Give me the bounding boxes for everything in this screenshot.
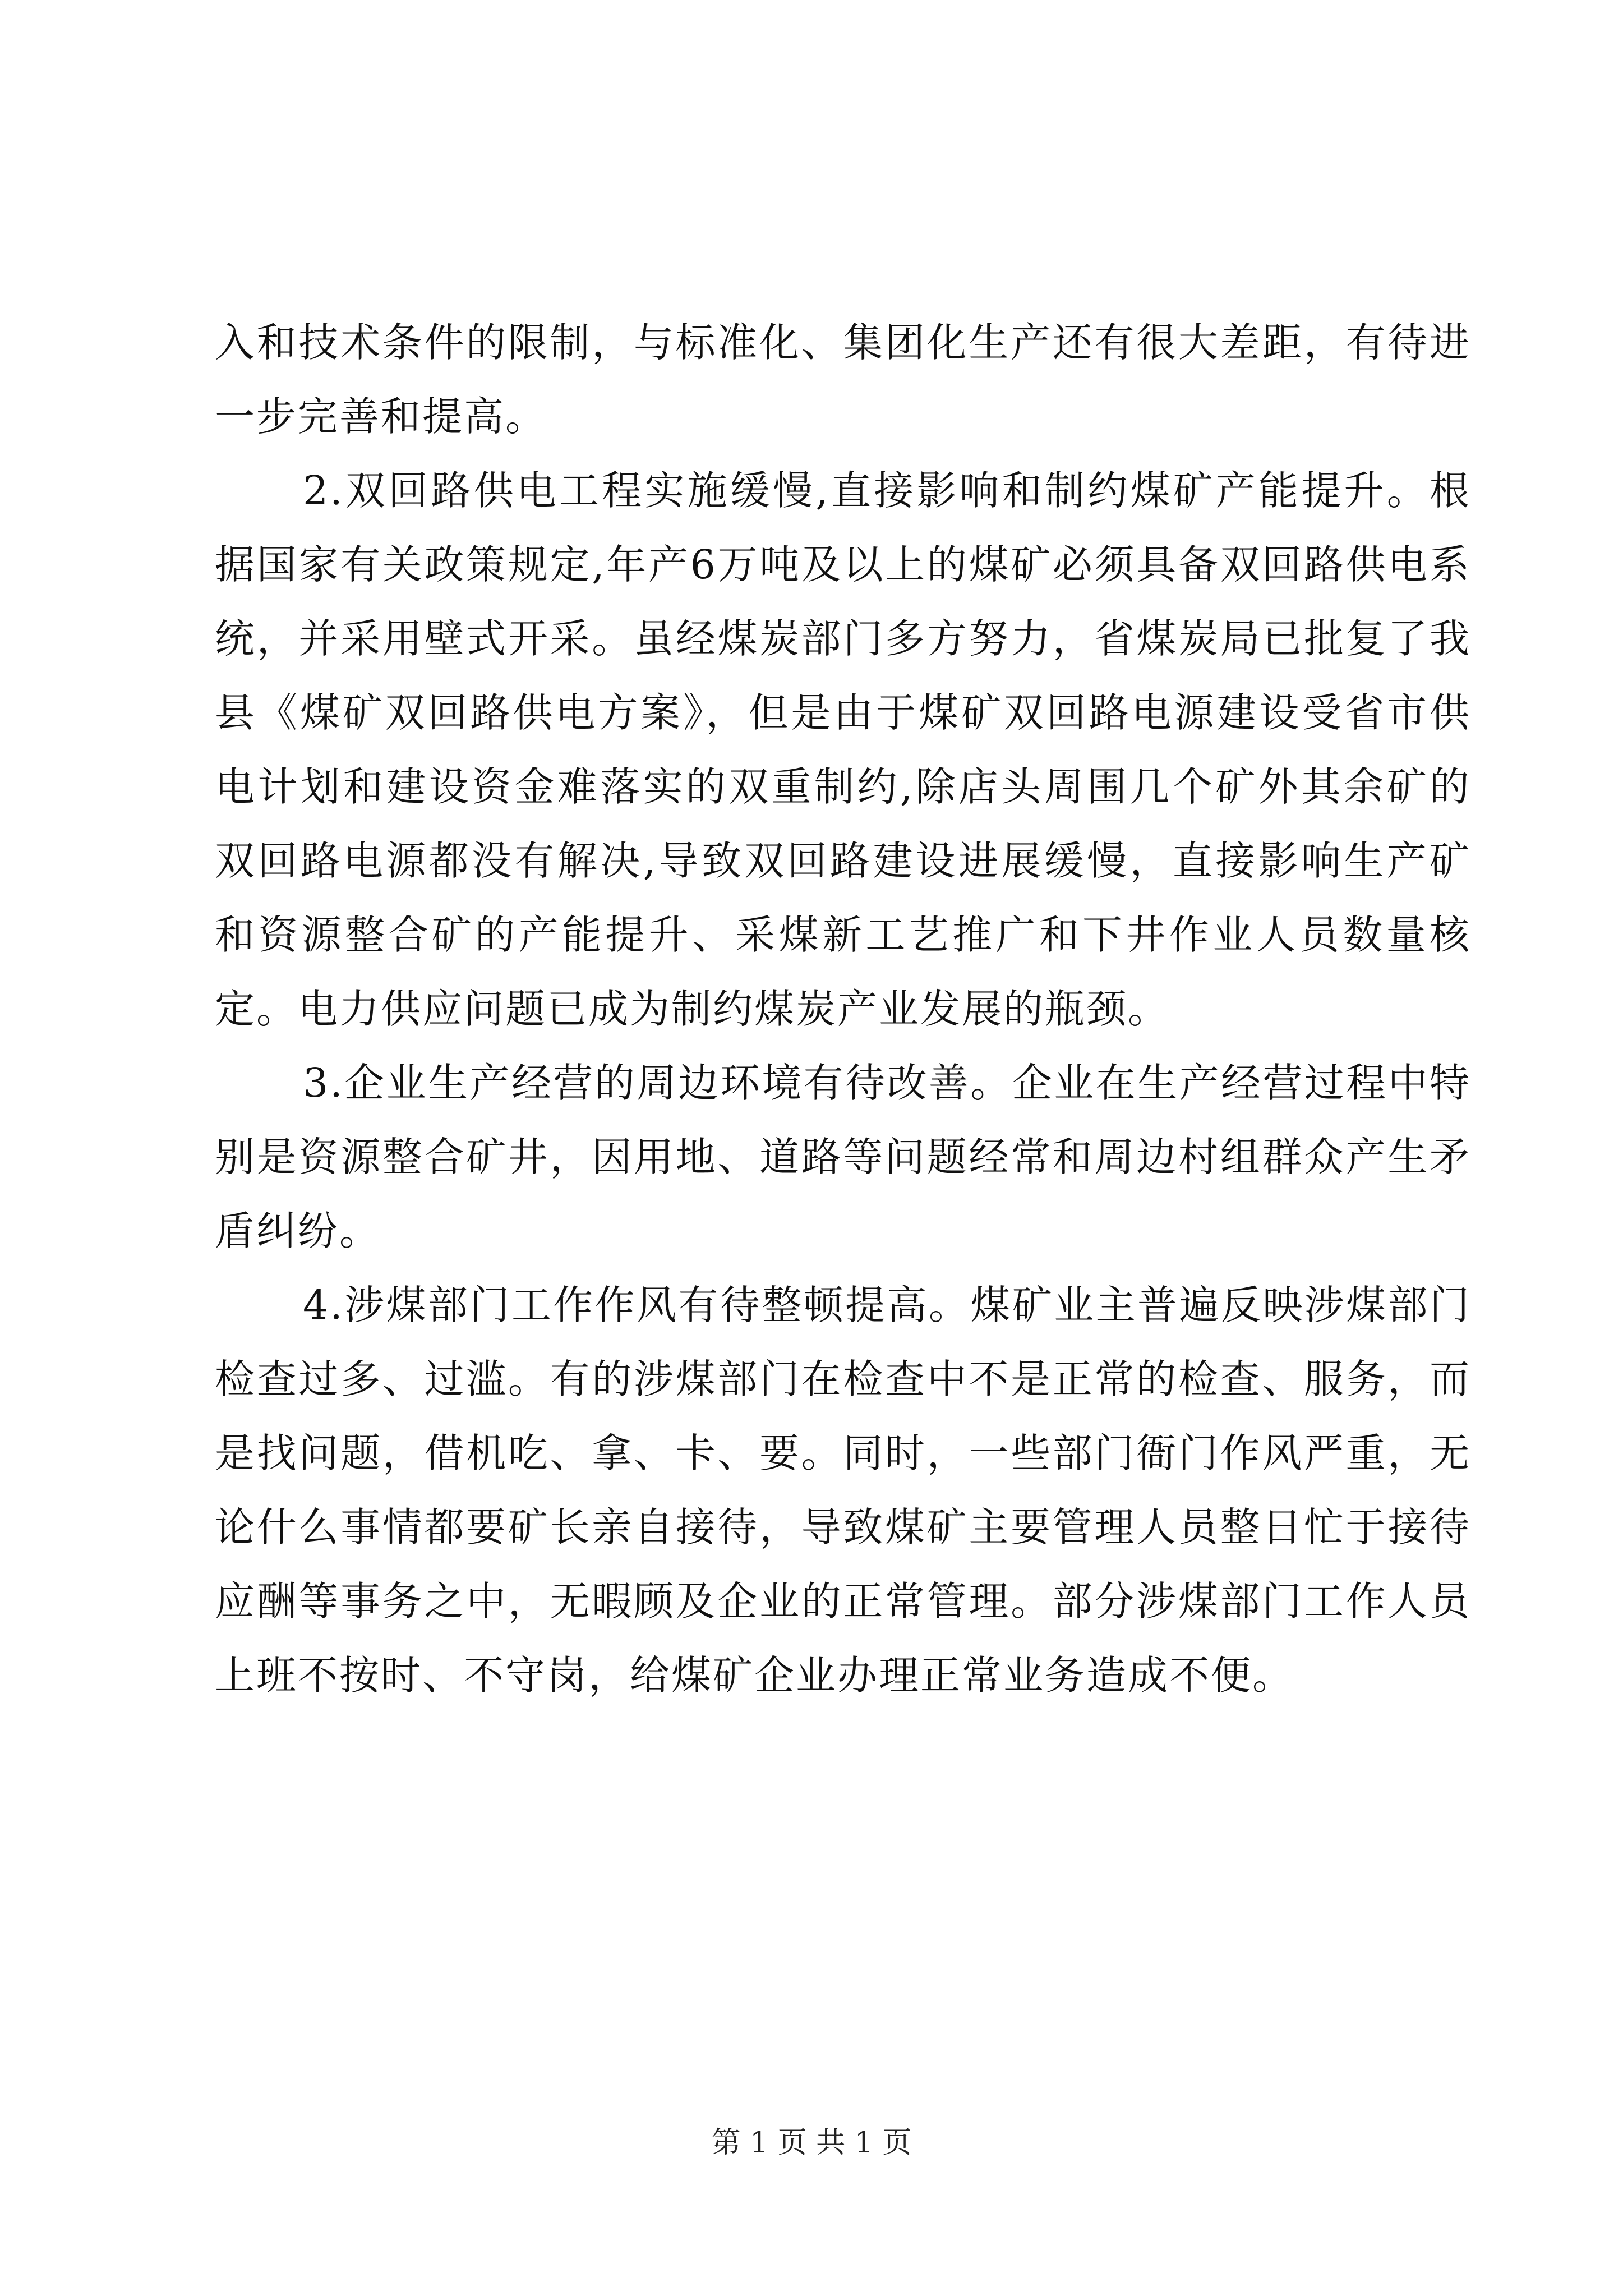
document-body (215, 306, 1471, 1713)
paragraph-item-2: 2.双回路供电工程实施缓慢,直接影响和制约煤矿产能提升。根据国家有关政策规定,年产6万吨及以上的煤矿必须具备双回路供电系统，并采用壁式开采。虽经煤炭部门多方努力，省煤炭局已批复了我县《煤矿双回路供电方案》，但是由于煤矿双回路电源建设受省市供电计划和建设资金难落实的双重制约,除店头周围几个矿外其余矿的双回路电源都没有解决,导致双回路建设进展缓慢，直接影响生产矿和资源整合矿的产能提升、采煤新工艺推广和下井作业人员数量核定。电力供应问题已成为制约煤炭产业发展的瓶颈。 (215, 467, 1471, 1032)
paragraph-item-3: 3.企业生产经营的周边环境有待改善。企业在生产经营过程中特别是资源整合矿井，因用地、道路等问题经常和周边村组群众产生矛盾纠纷。 (215, 1060, 1471, 1254)
paragraph-continuation: 入和技术条件的限制，与标准化、集团化生产还有很大差距，有待进一步完善和提高。 (215, 319, 1471, 440)
paragraph-item-4: 4.涉煤部门工作作风有待整顿提高。煤矿业主普遍反映涉煤部门检查过多、过滥。有的涉煤部门在检查中不是正常的检查、服务，而是找问题，借机吃、拿、卡、要。同时，一些部门衙门作风严重，无论什么事情都要矿长亲自接待，导致煤矿主要管理人员整日忙于接待应酬等事务之中，无暇顾及企业的正常管理。部分涉煤部门工作人员上班不按时、不守岗，给煤矿企业办理正常业务造成不便。 (215, 1282, 1471, 1699)
page-footer (0, 2123, 1623, 2162)
page-number: 第 1 页 共 1 页 (711, 2126, 912, 2160)
